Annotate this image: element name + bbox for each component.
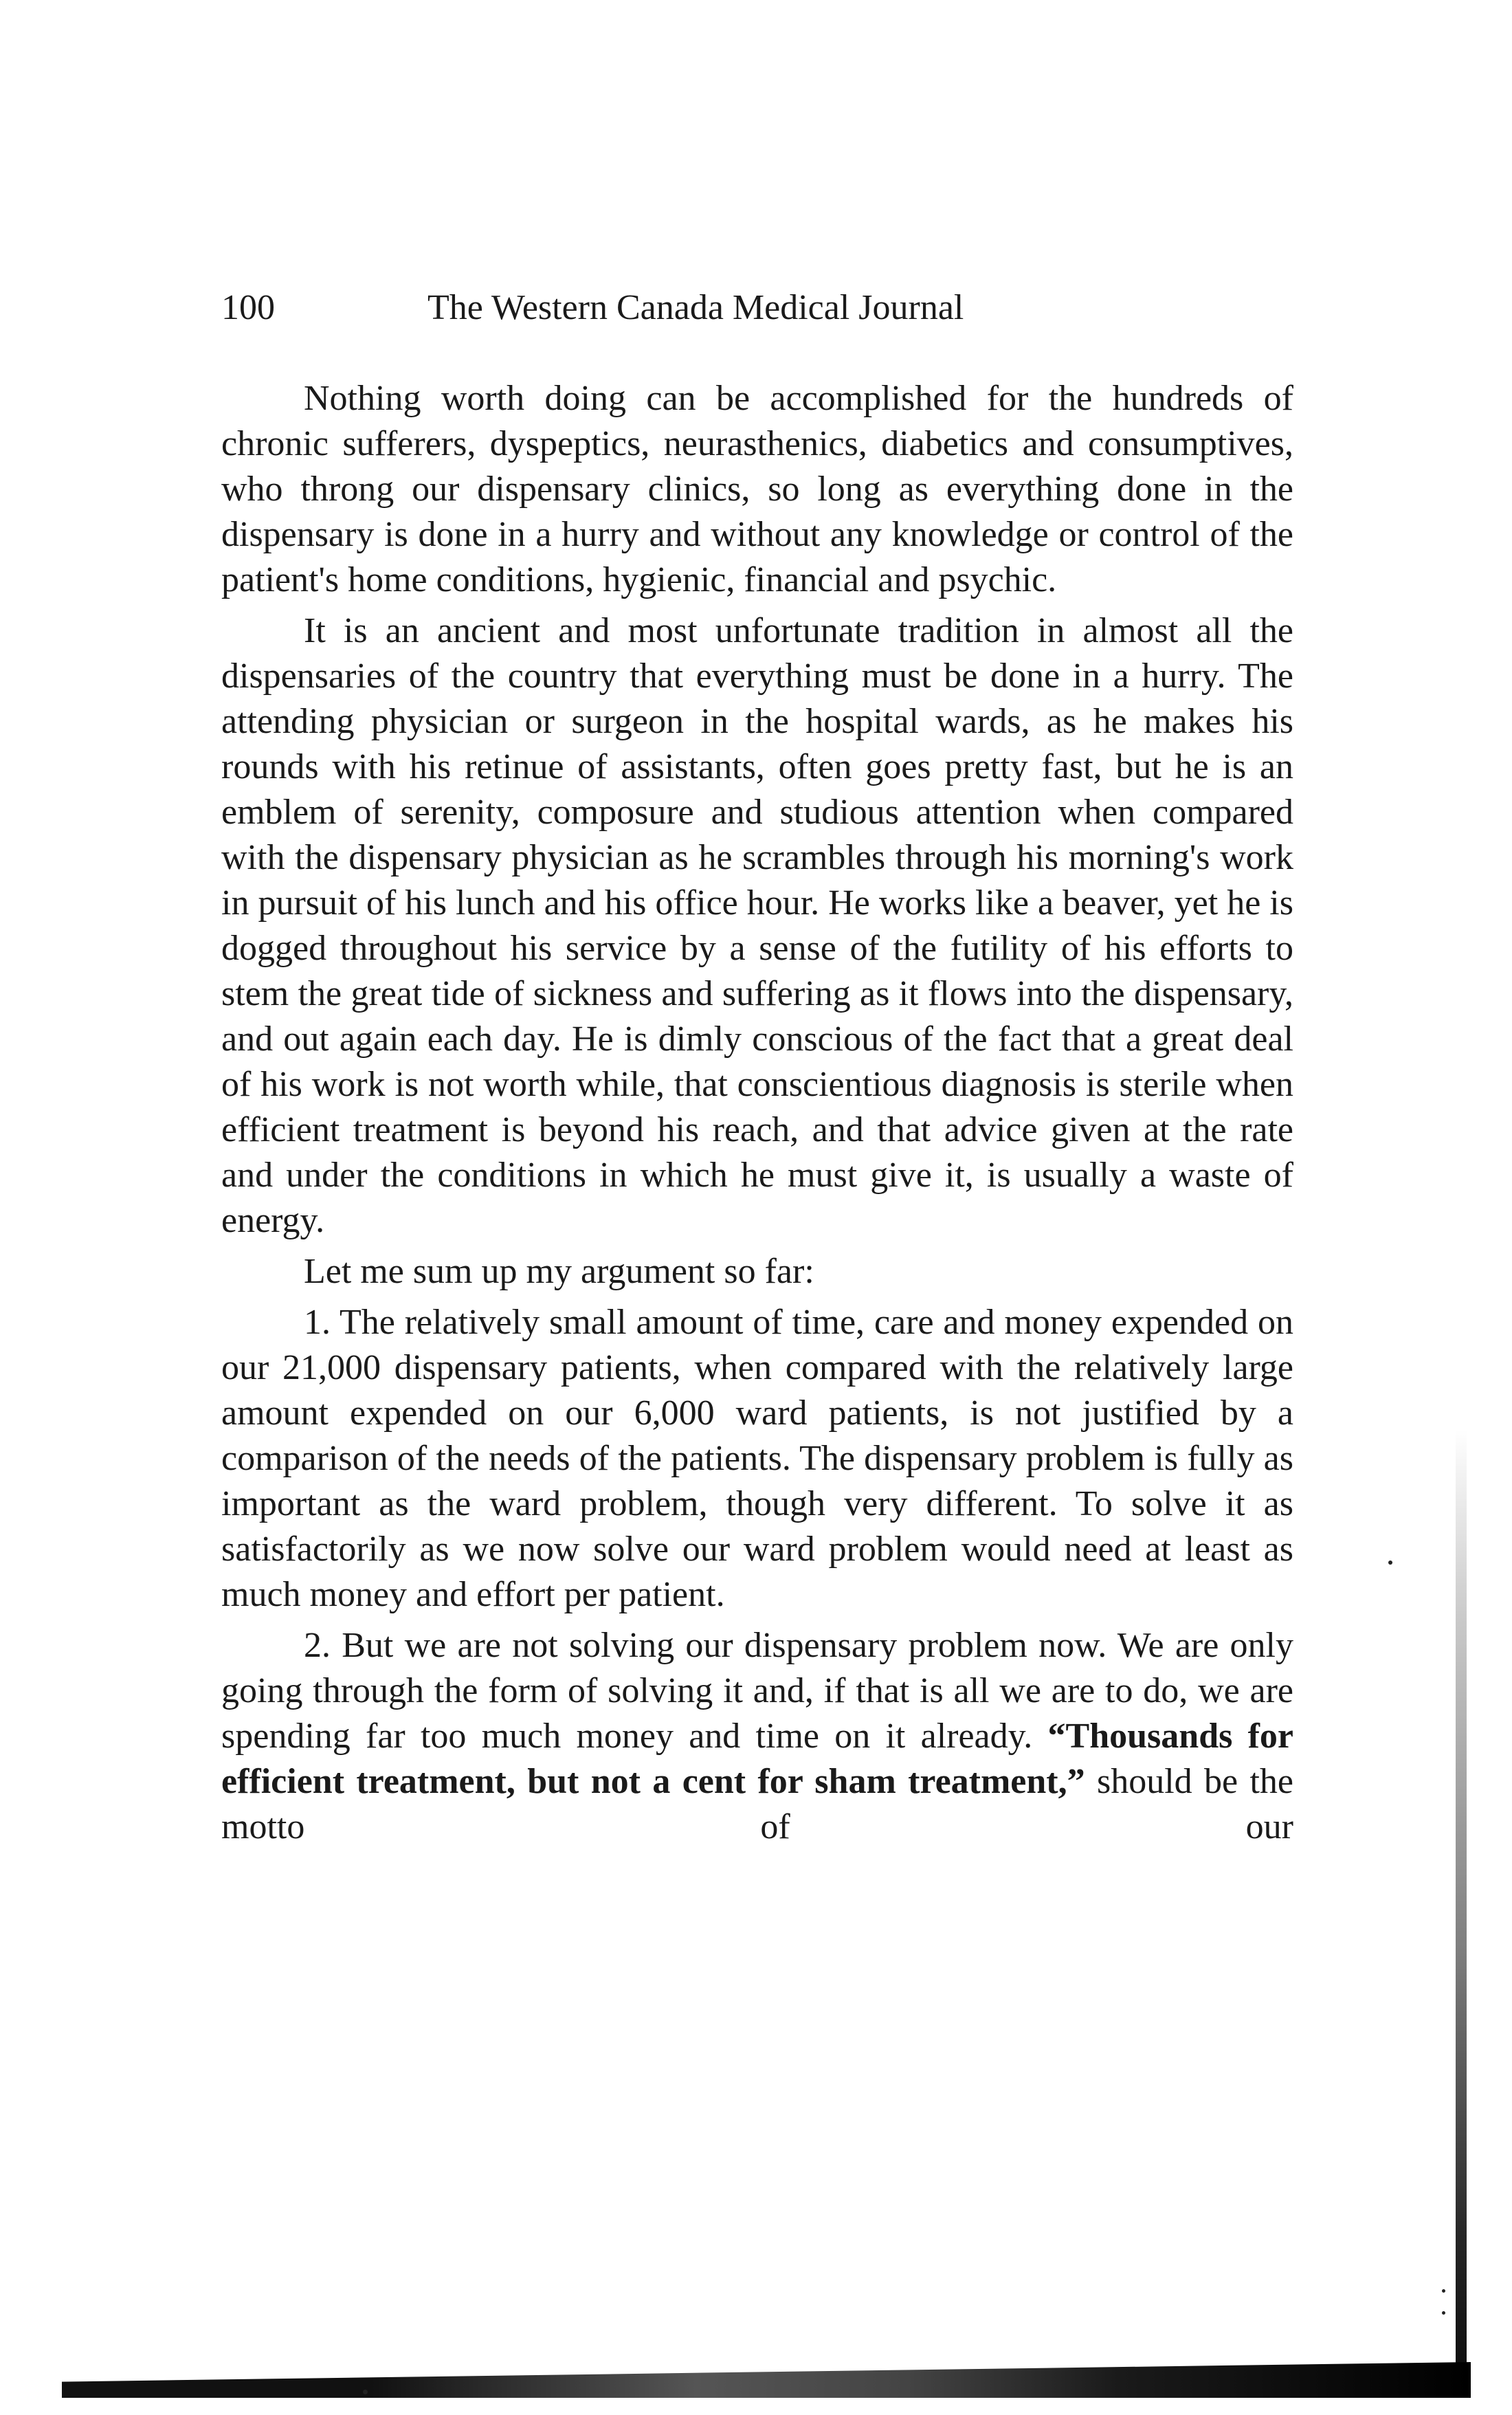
paragraph-ancient-tradition: It is an ancient and most unfortunate tradition in almost all the dispensaries of the country that everything must be done in a hurry. The attending physician or surgeon in the hospital wards, as he makes his rounds with his retinue of assistants, often goes pretty fast, but he is an emblem of serenity, composure and studious attention when compared with the dispensary physician as he scrambles through his morning's work in pursuit of his lunch and his office hour. He works like a beaver, yet he is dogged throughout his service by a sense of the futility of his efforts to stem the great tide of sickness and suffering as it flows into the dispensary, and out again each day. He is dimly conscious of the fact that a great deal of his work is not worth while, that conscientious diagnosis is sterile when efficient treatment is beyond his reach, and that advice given at the rate and under the conditions in which he must give it, is usually a waste of energy. [221, 611, 1293, 1240]
page-number: 100 [221, 288, 275, 327]
scan-speck [1442, 2311, 1445, 2315]
paragraph-sum-up: Let me sum up my argument so far: [304, 1252, 814, 1291]
paragraph-hundreds-of-sufferers: Nothing worth doing can be accomplished for the hundreds of chronic sufferers, dyspeptics, neurasthenics, diabetics and consumptives, who throng our dispensary clinics, so long as everything done in the dispensary is done in a hurry and without any knowledge or control of the patient's home conditions, hygienic, financial and psychic. [221, 379, 1293, 599]
point-two-tail: should be the motto of our [221, 1762, 1294, 1846]
scan-edge-shadow-bottom [62, 2362, 1471, 2398]
scan-edge-shadow-right [1456, 1430, 1467, 2379]
article-body [221, 376, 1293, 1850]
running-head [221, 280, 1293, 335]
point-two-lead: 2. But we are not solving our dispensary problem now. We are only going through the form of solving it and, if that is all we are to do, we are spending far too much money and time on it already. [221, 1626, 1293, 1756]
paragraph-point-two [221, 1623, 1293, 1850]
paragraph-point-one: 1. The relatively small amount of time, care and money expended on our 21,000 dispensary patients, when compared with the relatively large amount expended on our 6,000 ward patients, is not justified by a comparison of the needs of the patients. The dispensary problem is fully as important as the ward problem, though very different. To solve it as satisfactorily as we now solve our ward problem would need at least as much money and effort per patient. [221, 1303, 1293, 1614]
point-two-motto: “Thousands for efficient treatment, but not a cent for sham treatment,” [221, 1717, 1293, 1801]
scan-speck [363, 2390, 368, 2394]
journal-title: The Western Canada Medical Journal [427, 288, 964, 327]
scan-speck [1388, 1561, 1392, 1565]
scan-speck [1442, 2289, 1445, 2293]
